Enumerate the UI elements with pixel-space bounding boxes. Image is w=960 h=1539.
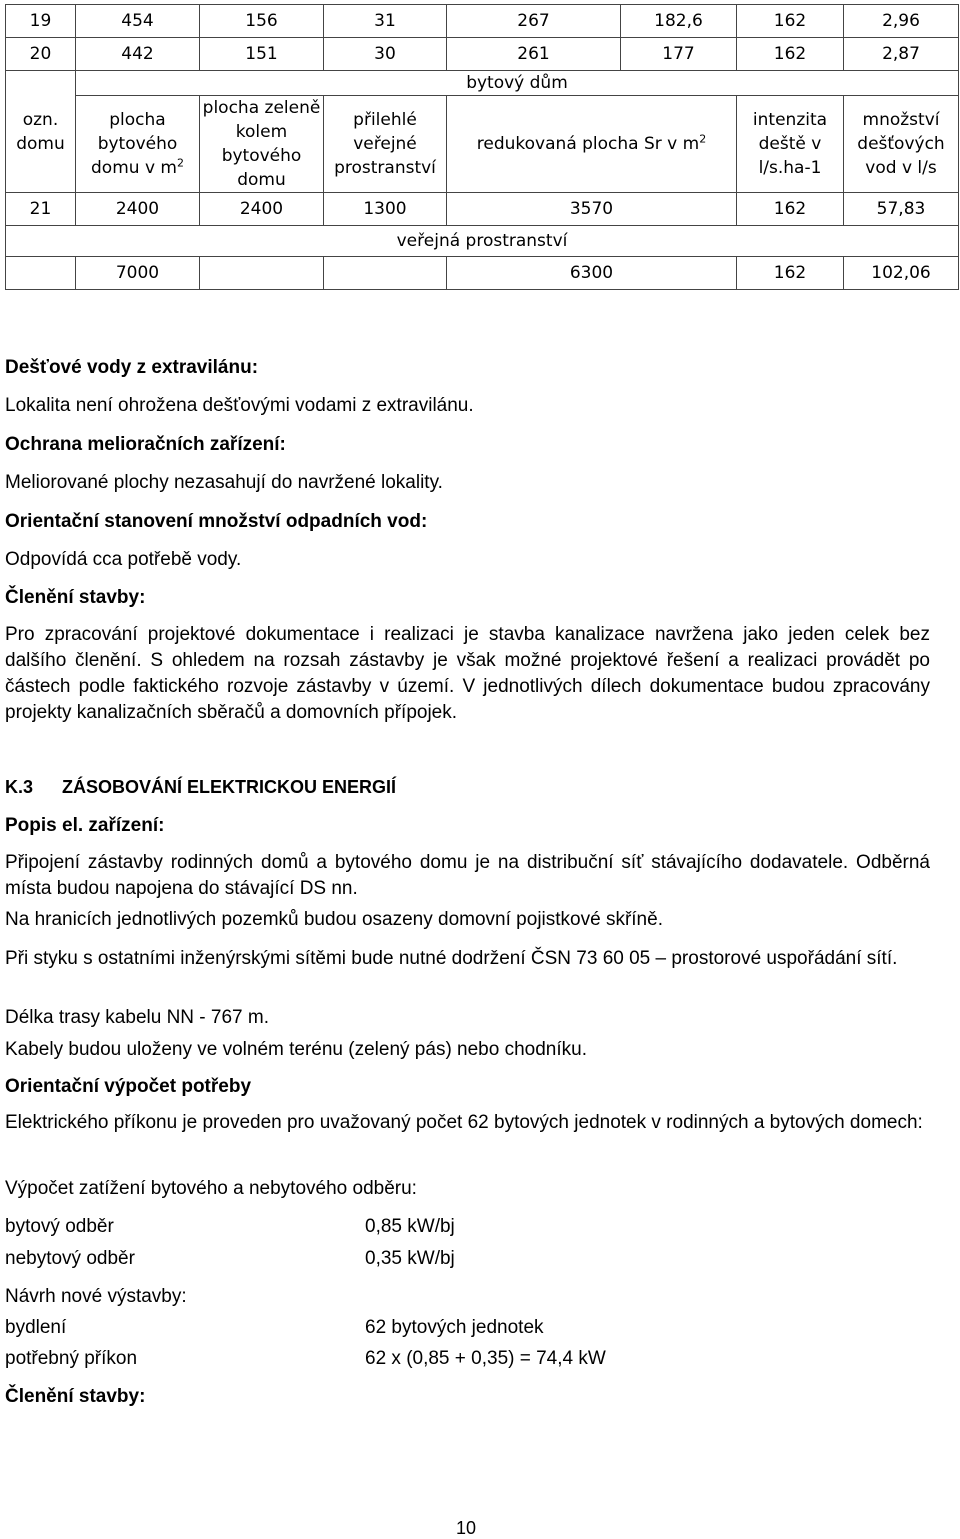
paragraph-hranicich: Na hranicích jednotlivých pozemků budou osazeny domovní pojistkové skříně.	[5, 909, 663, 930]
section-number: K.3	[5, 777, 34, 797]
value-prikon: 62 x (0,85 + 0,35) = 74,4 kW	[365, 1348, 606, 1369]
table-row: 21 2400 2400 1300 3570 162 57,83	[6, 193, 959, 226]
table-header-row	[6, 96, 959, 193]
value-bytovy-odber: 0,85 kW/bj	[365, 1216, 455, 1237]
heading-ochrana: Ochrana melioračních zařízení:	[5, 434, 286, 455]
paragraph-odpovida: Odpovídá cca potřebě vody.	[5, 549, 242, 570]
heading-cleneni-stavby-2: Členění stavby:	[5, 1386, 146, 1407]
paragraph-kabely: Kabely budou uloženy ve volném terénu (zelený pás) nebo chodníku.	[5, 1039, 587, 1060]
header-mnozstvi: množství dešťových vod v l/s	[844, 96, 959, 193]
header-verejne: přilehlé veřejné prostranství	[324, 96, 447, 193]
value-nebytovy-odber: 0,35 kW/bj	[365, 1248, 455, 1269]
heading-popis: Popis el. zařízení:	[5, 815, 165, 836]
paragraph-pripojeni: Připojení zástavby rodinných domů a bytového domu je na distribuční síť stávajícího dodavatele. Odběrná místa budou napojena do stávající DS nn.	[5, 852, 930, 899]
heading-cleneni-stavby: Členění stavby:	[5, 587, 146, 608]
group-label-bytovy-dum: bytový dům	[76, 71, 959, 96]
paragraph-elektrickeho: Elektrického příkonu je proveden pro uvažovaný počet 62 bytových jednotek v rodinných a bytových domech:	[5, 1112, 923, 1133]
paragraph-styku: Při styku s ostatními inženýrskými sítěmi bude nutné dodržení ČSN 73 60 05 – prostorové uspořádání sítí.	[5, 948, 898, 969]
header-zelen: plocha zeleně kolem bytového domu	[200, 96, 324, 193]
table-row: 19 454 156 31 267 182,6 162 2,96	[6, 5, 959, 38]
heading-destove-vody: Dešťové vody z extravilánu:	[5, 357, 259, 378]
paragraph-projekt: Pro zpracování projektové dokumentace i realizaci je stavba kanalizace navržena jako jeden celek bez dalšího členění. S ohledem na rozsah zástavby je však možné projektové řešení a realizaci provádět po částech podle faktického rozvoje zástavby v území. V jednotlivých dílech dokumentace budou zpracovány projekty kanalizačních sběračů a domovních přípojek.	[5, 624, 930, 723]
header-redukovana: redukovaná plocha Sr v $m^2$	[447, 96, 737, 193]
paragraph-vypocet-zatizeni: Výpočet zatížení bytového a nebytového odběru:	[5, 1178, 417, 1199]
header-intenzita: intenzita deště v l/s.ha-1	[737, 96, 844, 193]
table-group-row	[6, 226, 959, 257]
table-group-row	[6, 71, 959, 96]
section-title: ZÁSOBOVÁNÍ ELEKTRICKOU ENERGIÍ	[62, 777, 397, 797]
section-heading-k3	[5, 777, 396, 798]
drainage-table	[5, 4, 959, 290]
label-bydleni: bydlení	[5, 1317, 67, 1338]
table-row: 7000 6300 162 102,06	[6, 257, 959, 290]
label-prikon: potřebný příkon	[5, 1348, 138, 1369]
header-ozn: ozn. domu	[6, 71, 76, 193]
page-number: 10	[456, 1518, 477, 1538]
label-bytovy-odber: bytový odběr	[5, 1216, 114, 1237]
label-nebytovy-odber: nebytový odběr	[5, 1248, 135, 1269]
group-label-verejna-prostranstvi: veřejná prostranství	[6, 226, 959, 257]
value-bydleni: 62 bytových jednotek	[365, 1317, 544, 1338]
paragraph-lokalita: Lokalita není ohrožena dešťovými vodami z extravilánu.	[5, 395, 474, 416]
heading-vypocet: Orientační výpočet potřeby	[5, 1076, 252, 1097]
table-row: 20 442 151 30 261 177 162 2,87	[6, 38, 959, 71]
paragraph-delka: Délka trasy kabelu NN - 767 m.	[5, 1007, 269, 1028]
heading-orientacni-stanoveni: Orientační stanovení množství odpadních vod:	[5, 511, 428, 532]
header-plocha-domu: plocha bytového domu v $m^2$	[76, 96, 200, 193]
paragraph-meliorovane: Meliorované plochy nezasahují do navržené lokality.	[5, 472, 443, 493]
paragraph-navrh: Návrh nové výstavby:	[5, 1286, 187, 1307]
